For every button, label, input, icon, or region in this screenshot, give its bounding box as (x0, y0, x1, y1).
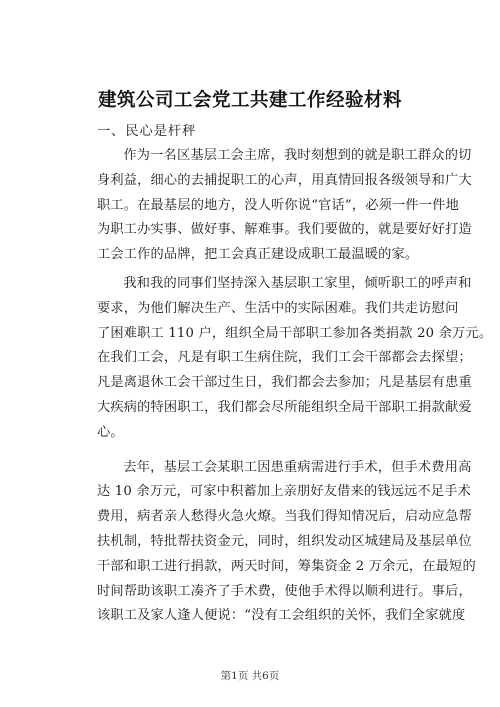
paragraph-line: 扶机制，特批帮扶资金元，同时，组织发动区城建局及基层单位 (97, 533, 472, 549)
paragraph-line: 达 10 余万元，可家中积蓄加上亲朋好友借来的钱远远不足手术 (97, 484, 472, 500)
page-footer: 第1页 共6页 (220, 670, 280, 682)
paragraph-line: 去年，基层工会某职工因患重病需进行手术，但手术费用高 (123, 459, 472, 475)
paragraph-1 (97, 144, 472, 268)
document-title: 建筑公司工会党工共建工作经验材料 (97, 90, 402, 111)
paragraph-line: 费用，病者亲人愁得火急火燎。当我们得知情况后，启动应急帮 (97, 509, 472, 525)
paragraph-line: 工会工作的品牌，把工会真正建设成职工最温暖的家。 (97, 247, 419, 263)
paragraph-line: 大疾病的特困职工，我们都会尽所能组织全局干部职工捐款献爱 (97, 399, 472, 415)
paragraph-3 (97, 456, 476, 630)
paragraph-line: 干部和职工进行捐款，两天时间，筹集资金 2 万余元，在最短的 (97, 558, 476, 574)
paragraph-line: 时间帮助该职工凑齐了手术费，使他手术得以顺利进行。事后， (97, 583, 472, 599)
document-body (97, 144, 493, 629)
paragraph-2 (97, 272, 493, 446)
paragraph-line: 职工。在最基层的地方，没人听你说“官话”，必须一件一件地 (97, 197, 459, 213)
paragraph-line: 了困难职工 110 户，组织全局干部职工参加各类捐款 20 余万元。 (97, 325, 493, 341)
paragraph-line: 要求，为他们解决生产、生活中的实际困难。我们共走访慰问 (97, 300, 459, 316)
paragraph-line: 心。 (97, 424, 124, 440)
paragraph-line: 身利益，细心的去捕捉职工的心声，用真情回报各级领导和广大 (97, 172, 472, 188)
paragraph-line: 该职工及家人逢人便说：“没有工会组织的关怀，我们全家就度 (97, 608, 466, 624)
paragraph-line: 我和我的同事们坚持深入基层职工家里，倾听职工的呼声和 (123, 275, 472, 291)
section-heading: 一、民心是杆秤 (97, 124, 197, 139)
paragraph-line: 在我们工会，凡是有职工生病住院，我们工会干部都会去探望； (97, 350, 472, 366)
paragraph-line: 作为一名区基层工会主席，我时刻想到的就是职工群众的切 (123, 148, 472, 163)
paragraph-line: 为职工办实事、做好事、解难事。我们要做的，就是要好好打造 (97, 222, 472, 238)
paragraph-line: 凡是离退休工会干部过生日，我们都会去参加；凡是基层有患重 (97, 375, 472, 391)
